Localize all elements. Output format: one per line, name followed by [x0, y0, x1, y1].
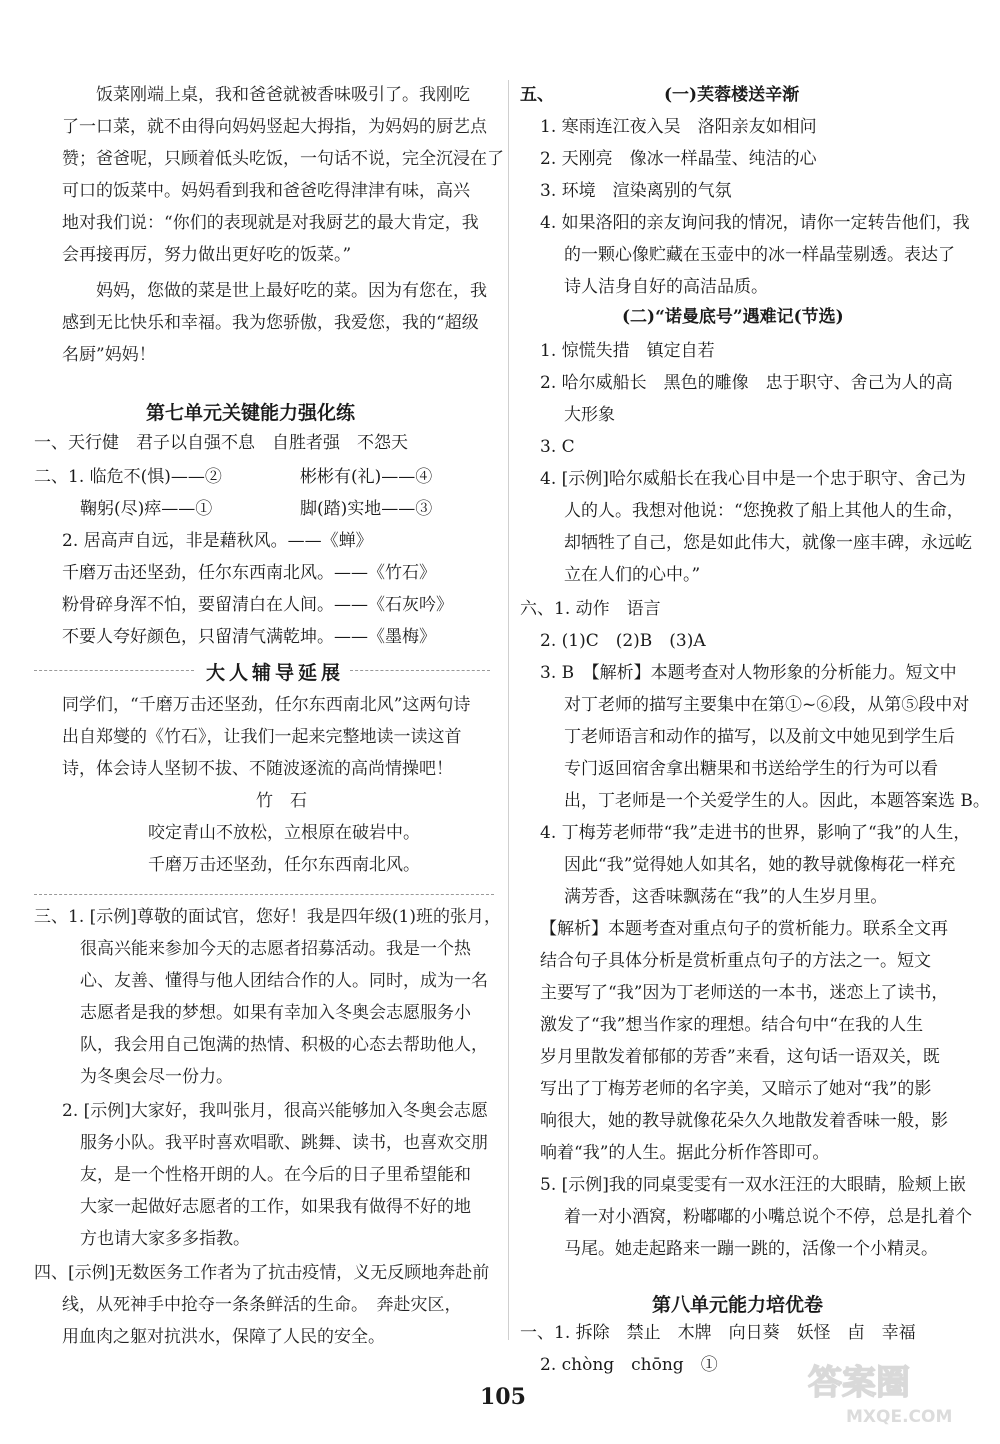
text-line: 妈妈，您做的菜是世上最好吃的菜。因为有您在，我	[96, 281, 487, 301]
answer-line: 响很大，她的教导就像花朵久久地散发着香味一般，影	[540, 1111, 948, 1131]
answer-line: 着一对小酒窝，粉嘟嘟的小嘴总说个不停，总是扎着个	[564, 1207, 972, 1227]
answer-line: 志愿者是我的梦想。如果有幸加入冬奥会志愿服务小	[80, 1003, 471, 1023]
answer-line: 立在人们的心中。”	[564, 565, 701, 585]
answer-line: 专门返回宿舍拿出糖果和书送给学生的行为可以看	[564, 759, 938, 779]
dashed-rule	[34, 894, 494, 895]
answer-line: 四、[示例]无数医务工作者为了抗击疫情，义无反顾地奔赴前	[34, 1263, 490, 1283]
answer-line: 2. (1)C (2)B (3)A	[540, 631, 706, 651]
answer-line: 六、1. 动作 语言	[520, 599, 661, 619]
answer-line: 很高兴能来参加今天的志愿者招募活动。我是一个热	[80, 939, 471, 959]
guide-text: 出自郑燮的《竹石》，让我们一起来完整地读一读这首	[62, 727, 462, 747]
answer-line: 大家一起做好志愿者的工作，如果我有做得不好的地	[80, 1197, 471, 1217]
answer-line: 写出了丁梅芳老师的名字美，又暗示了她对“我”的影	[540, 1079, 932, 1099]
subsection-title: (一)芙蓉楼送辛渐	[664, 85, 800, 105]
svg-text:MXQE.COM: MXQE.COM	[846, 1407, 953, 1427]
guide-text: 诗，体会诗人坚韧不拔、不随波逐流的高尚情操吧！	[62, 759, 453, 779]
answer-line: 2. [示例]大家好，我叫张月，很高兴能够加入冬奥会志愿	[62, 1101, 488, 1121]
answer-line: 为冬奥会尽一份力。	[80, 1067, 233, 1087]
answer-line: 队，我会用自己饱满的热情、积极的心态去帮助他人，	[80, 1035, 488, 1055]
dashed-rule	[350, 670, 490, 671]
answer-line: 一、天行健 君子以自强不息 自胜者强 不怨天	[34, 433, 408, 453]
answer-line: 彬彬有(礼)——④	[300, 467, 433, 487]
section-label: 五、	[520, 85, 554, 105]
answer-line: 4. 如果洛阳的亲友询问我的情况，请你一定转告他们，我	[540, 213, 970, 233]
answer-line: 服务小队。我平时喜欢唱歌、跳舞、读书，也喜欢交朋	[80, 1133, 488, 1153]
text-line: 地对我们说：“你们的表现就是对我厨艺的最大肯定，我	[62, 213, 479, 233]
answer-line: 1. 寒雨连江夜入吴 洛阳亲友如相问	[540, 117, 817, 137]
section-title: 第八单元能力培优卷	[652, 1294, 824, 1316]
answer-line: 4. 丁梅芳老师带“我”走进书的世界，影响了“我”的人生，	[540, 823, 971, 843]
answer-line: 的一颗心像贮藏在玉壶中的冰一样晶莹剔透。表达了	[564, 245, 955, 265]
answer-line: 2. 天刚亮 像冰一样晶莹、纯洁的心	[540, 149, 817, 169]
answer-line: 粉骨碎身浑不怕，要留清白在人间。——《石灰吟》	[62, 595, 453, 615]
text-line: 名厨”妈妈！	[62, 345, 156, 365]
answer-line: 一、1. 拆除 禁止 木牌 向日葵 妖怪 卣 幸福	[520, 1323, 916, 1343]
answer-line: 因此“我”觉得她人如其名，她的教导就像梅花一样充	[564, 855, 956, 875]
answer-line: 对丁老师的描写主要集中在第①~⑥段，从第⑤段中对	[564, 695, 970, 715]
answer-line: 千磨万击还坚劲，任尔东西南北风。——《竹石》	[62, 563, 436, 583]
text-line: 会再接再厉，努力做出更好吃的饭菜。”	[62, 245, 352, 265]
answer-line: 响着“我”的人生。据此分析作答即可。	[540, 1143, 830, 1163]
answer-line: 3. B 【解析】本题考查对人物形象的分析能力。短文中	[540, 663, 957, 683]
answer-line: 丁老师语言和动作的描写，以及前文中她见到学生后	[564, 727, 955, 747]
poem-line: 咬定青山不放松，立根原在破岩中。	[148, 823, 420, 843]
answer-line: 1. 惊慌失措 镇定自若	[540, 341, 715, 361]
poem-line: 千磨万击还坚劲，任尔东西南北风。	[148, 855, 420, 875]
guide-text: 同学们，“千磨万击还坚劲，任尔东西南北风”这两句诗	[62, 695, 471, 715]
answer-line: 线，从死神手中抢夺一条条鲜活的生命。 奔赴灾区，	[62, 1295, 462, 1315]
answer-line: 主要写了“我”因为丁老师送的一本书，迷恋上了读书，	[540, 983, 949, 1003]
text-line: 了一口菜，就不由得向妈妈竖起大拇指，为妈妈的厨艺点	[62, 117, 487, 137]
poem-title: 竹 石	[256, 791, 307, 811]
answer-line: 鞠躬(尽)瘁——①	[80, 499, 213, 519]
answer-line: 4. [示例]哈尔威船长在我心目中是一个忠于职守、舍己为	[540, 469, 966, 489]
answer-line: 3. C	[540, 437, 575, 457]
answer-line: 5. [示例]我的同桌雯雯有一双水汪汪的大眼睛，脸颊上嵌	[540, 1175, 966, 1195]
answer-line: 心、友善、懂得与他人团结合作的人。同时，成为一名	[80, 971, 488, 991]
answer-line: 人的人。我想对他说：“您挽救了船上其他人的生命，	[564, 501, 964, 521]
text-line: 饭菜刚端上桌，我和爸爸就被香味吸引了。我刚吃	[96, 85, 470, 105]
answer-line: 大形象	[564, 405, 615, 425]
subsection-title: (二)“诺曼底号”遇难记(节选)	[622, 307, 844, 327]
answer-line: 马尾。她走起路来一蹦一跳的，活像一个小精灵。	[564, 1239, 938, 1259]
column-divider	[508, 80, 509, 1340]
answer-line: 【解析】本题考查对重点句子的赏析能力。联系全文再	[540, 919, 948, 939]
text-line: 感到无比快乐和幸福。我为您骄傲，我爱您，我的“超级	[62, 313, 479, 333]
answer-line: 二、1. 临危不(惧)——②	[34, 467, 222, 487]
answer-line: 2. 哈尔威船长 黑色的雕像 忠于职守、舍己为人的高	[540, 373, 953, 393]
answer-line: 2. chòng chōng ①	[540, 1355, 718, 1375]
answer-line: 出，丁老师是一个关爱学生的人。因此，本题答案选 B。	[564, 791, 990, 811]
answer-line: 友，是一个性格开朗的人。在今后的日子里希望能和	[80, 1165, 471, 1185]
text-line: 可口的饭菜中。妈妈看到我和爸爸吃得津津有味，高兴	[62, 181, 470, 201]
answer-line: 2. 居高声自远，非是藉秋风。——《蝉》	[62, 531, 373, 551]
answer-line: 结合句子具体分析是赏析重点句子的方法之一。短文	[540, 951, 931, 971]
guide-title: 大人辅导延展	[206, 662, 345, 684]
answer-line: 脚(踏)实地——③	[300, 499, 433, 519]
answer-line: 用血肉之躯对抗洪水，保障了人民的安全。	[62, 1327, 385, 1347]
answer-line: 三、1. [示例]尊敬的面试官，您好！我是四年级(1)班的张月，	[34, 907, 501, 927]
section-title: 第七单元关键能力强化练	[146, 402, 356, 424]
answer-line: 岁月里散发着郁郁的芳香”来看，这句话一语双关，既	[540, 1047, 940, 1067]
answer-line: 3. 环境 渲染离别的气氛	[540, 181, 732, 201]
watermark-logo	[798, 1350, 988, 1430]
dashed-rule	[34, 670, 194, 671]
answer-line: 不要人夸好颜色，只留清气满乾坤。——《墨梅》	[62, 627, 436, 647]
answer-line: 激发了“我”想当作家的理想。结合句中“在我的人生	[540, 1015, 924, 1035]
text-line: 赞；爸爸呢，只顾着低头吃饭，一句话不说，完全沉浸在了	[62, 149, 504, 169]
answer-line: 方也请大家多多指教。	[80, 1229, 250, 1249]
answer-line: 满芳香，这香味飘荡在“我”的人生岁月里。	[564, 887, 888, 907]
answer-line: 却牺牲了自己，您是如此伟大，就像一座丰碑，永远屹	[564, 533, 972, 553]
page-number: 105	[480, 1384, 526, 1410]
svg-text:答案圈: 答案圈	[808, 1363, 910, 1403]
answer-line: 诗人洁身自好的高洁品质。	[564, 277, 768, 297]
